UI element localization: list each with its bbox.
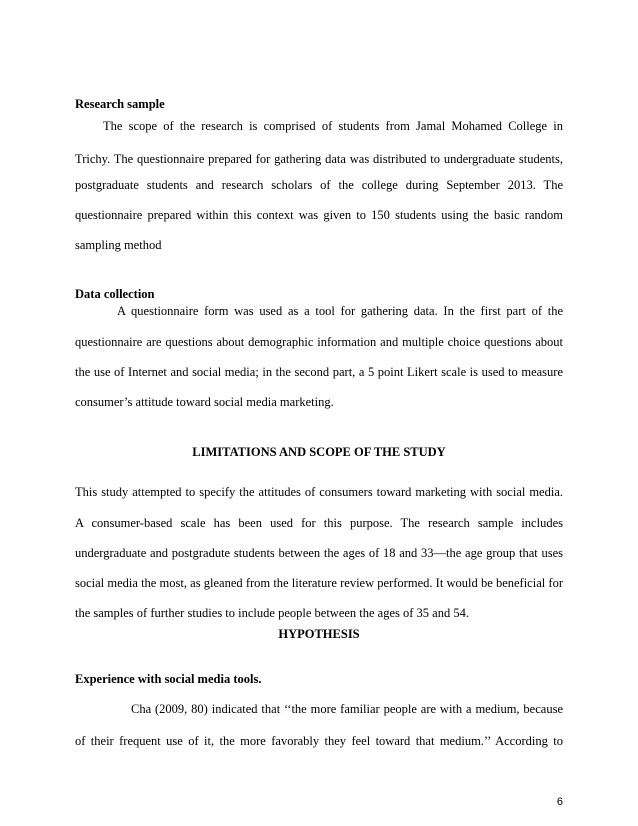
data-collection-line-1: A questionnaire form was used as a tool for gathering data. In the first part of the (117, 304, 563, 318)
research-sample-line-3: postgraduate students and research scholars of the college during September 2013. The (75, 178, 563, 192)
data-collection-line-2: questionnaire are questions about demographic information and multiple choice questions about (75, 335, 563, 349)
experience-line-2: of their frequent use of it, the more favorably they feel toward that medium.’’ According to (75, 734, 563, 748)
data-collection-line-3: the use of Internet and social media; in the second part, a 5 point Likert scale is used to measure (75, 365, 563, 379)
hypothesis-heading: HYPOTHESIS (278, 627, 360, 641)
limitations-line-4: social media the most, as gleaned from the literature review performed. It would be beneficial for (75, 576, 563, 590)
data-collection-line-4: consumer’s attitude toward social media marketing. (75, 395, 334, 409)
data-collection-heading: Data collection (75, 287, 155, 301)
research-sample-line-5: sampling method (75, 238, 162, 252)
research-sample-line-2: Trichy. The questionnaire prepared for gathering data was distributed to undergraduate students, (75, 152, 563, 166)
limitations-heading: LIMITATIONS AND SCOPE OF THE STUDY (192, 445, 446, 459)
limitations-line-3: undergraduate and postgradute students between the ages of 18 and 33—the age group that uses (75, 546, 563, 560)
page-number: 6 (556, 796, 563, 808)
experience-line-1: Cha (2009, 80) indicated that ‘‘the more familiar people are with a medium, because (131, 702, 563, 716)
limitations-line-5: the samples of further studies to include people between the ages of 35 and 54. (75, 606, 469, 620)
research-sample-line-4: questionnaire prepared within this context was given to 150 students using the basic random (75, 208, 563, 222)
limitations-line-1: This study attempted to specify the attitudes of consumers toward marketing with social media. (75, 485, 563, 499)
research-sample-heading: Research sample (75, 97, 165, 111)
limitations-line-2: A consumer-based scale has been used for this purpose. The research sample includes (75, 516, 563, 530)
research-sample-line-1: The scope of the research is comprised of students from Jamal Mohamed College in (103, 119, 563, 133)
experience-heading: Experience with social media tools. (75, 672, 262, 686)
